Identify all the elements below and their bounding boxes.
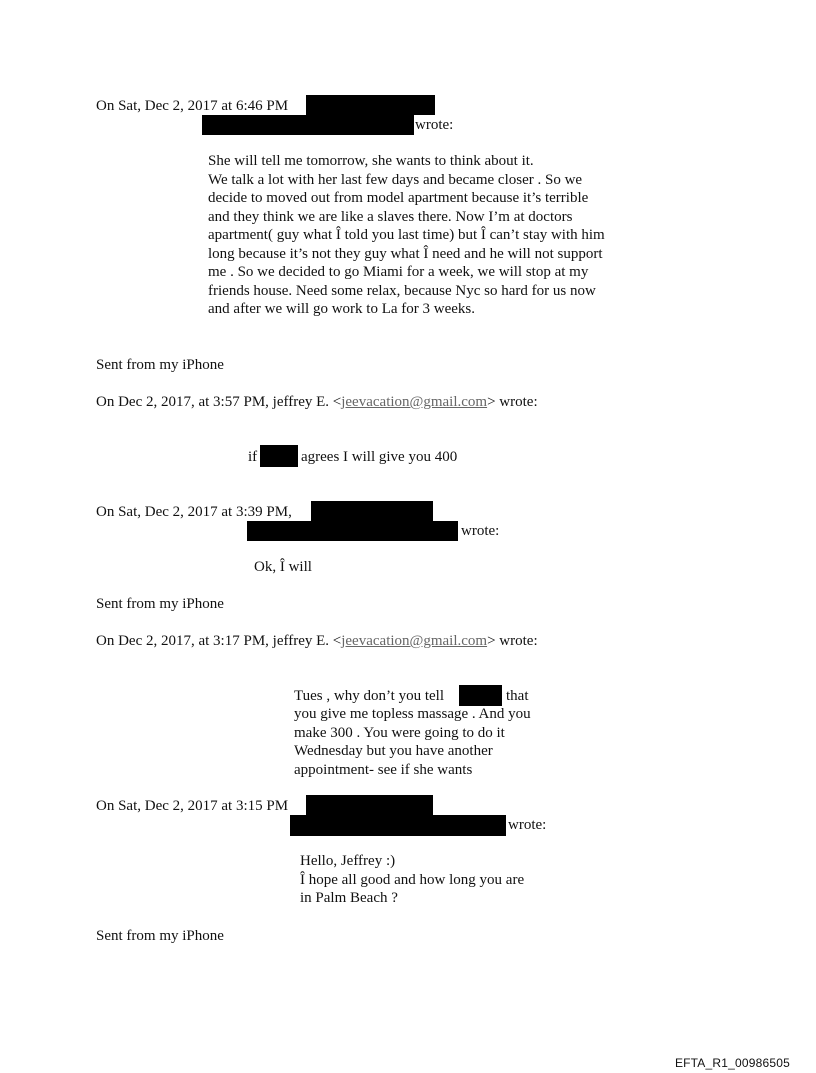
- message-line: Î hope all good and how long you are: [300, 871, 525, 888]
- header-text: On Sat, Dec 2, 2017 at 3:15 PM: [96, 798, 289, 814]
- wrote-label: wrote:: [461, 523, 500, 539]
- message-line: and after we will go work to La for 3 weeks.: [208, 301, 475, 317]
- sent-from-signature: Sent from my iPhone: [96, 928, 224, 944]
- redaction-bar: [202, 115, 414, 135]
- message-line: She will tell me tomorrow, she wants to think about it.: [208, 153, 534, 169]
- email-header-5: [96, 797, 288, 815]
- message-line: in Palm Beach ?: [300, 890, 398, 906]
- message-line: long because it’s not they guy what Î need and he will not support: [208, 245, 603, 262]
- message-text: if: [248, 449, 258, 465]
- redaction-bar: [311, 501, 433, 521]
- header-text: On Dec 2, 2017, at 3:57 PM, jeffrey E. <: [96, 394, 342, 410]
- redaction-bar: [290, 815, 506, 836]
- message-text: that: [506, 688, 529, 704]
- redaction-bar: [459, 685, 502, 706]
- email-link[interactable]: jeevacation@gmail.com: [341, 633, 488, 649]
- header-text: > wrote:: [487, 394, 538, 410]
- email-header-4: [96, 632, 538, 650]
- header-text: > wrote:: [487, 633, 538, 649]
- message-line: Hello, Jeffrey :): [300, 853, 396, 869]
- message-line: you give me topless massage . And you: [294, 706, 531, 722]
- redaction-bar: [306, 95, 435, 115]
- email-header-3: [96, 503, 292, 521]
- message-line: friends house. Need some relax, because Nyc so hard for us now: [208, 282, 596, 299]
- message-line: Wednesday but you have another: [294, 743, 493, 759]
- email-header-2: [96, 393, 538, 411]
- message-line: me . So we decided to go Miami for a week, we will stop at my: [208, 264, 589, 280]
- document-id: EFTA_R1_00986505: [674, 1056, 790, 1070]
- quoted-message-4: [294, 705, 531, 779]
- message-line: make 300 . You were going to do it: [294, 724, 505, 741]
- header-text: On Sat, Dec 2, 2017 at 3:39 PM,: [96, 504, 292, 520]
- email-link[interactable]: jeevacation@gmail.com: [341, 394, 488, 410]
- message-line: We talk a lot with her last few days and became closer . So we: [208, 171, 583, 188]
- redaction-bar: [306, 795, 433, 815]
- redaction-bar: [247, 521, 458, 541]
- header-text: On Sat, Dec 2, 2017 at 6:46 PM: [96, 98, 289, 114]
- message-text: agrees I will give you 400: [301, 449, 458, 465]
- quoted-message-5: [300, 852, 524, 908]
- wrote-label: wrote:: [415, 117, 454, 133]
- sent-from-signature: Sent from my iPhone: [96, 357, 224, 373]
- header-text: On Dec 2, 2017, at 3:17 PM, jeffrey E. <: [96, 633, 342, 649]
- message-line: appointment- see if she wants: [294, 761, 473, 778]
- wrote-label: wrote:: [508, 817, 547, 833]
- sent-from-signature: Sent from my iPhone: [96, 596, 224, 612]
- email-header-1: [96, 97, 288, 115]
- message-line: and they think we are like a slaves there. Now I’m at doctors: [208, 208, 573, 225]
- message-text: Tues , why don’t you tell: [294, 688, 445, 704]
- quoted-message-1: [208, 152, 605, 319]
- message-line: apartment( guy what Î told you last time) but Î can’t stay with him: [208, 227, 605, 243]
- message-line: decide to moved out from model apartment because it’s terrible: [208, 190, 589, 206]
- message-text: Ok, Î will: [254, 559, 312, 575]
- redaction-bar: [260, 445, 298, 467]
